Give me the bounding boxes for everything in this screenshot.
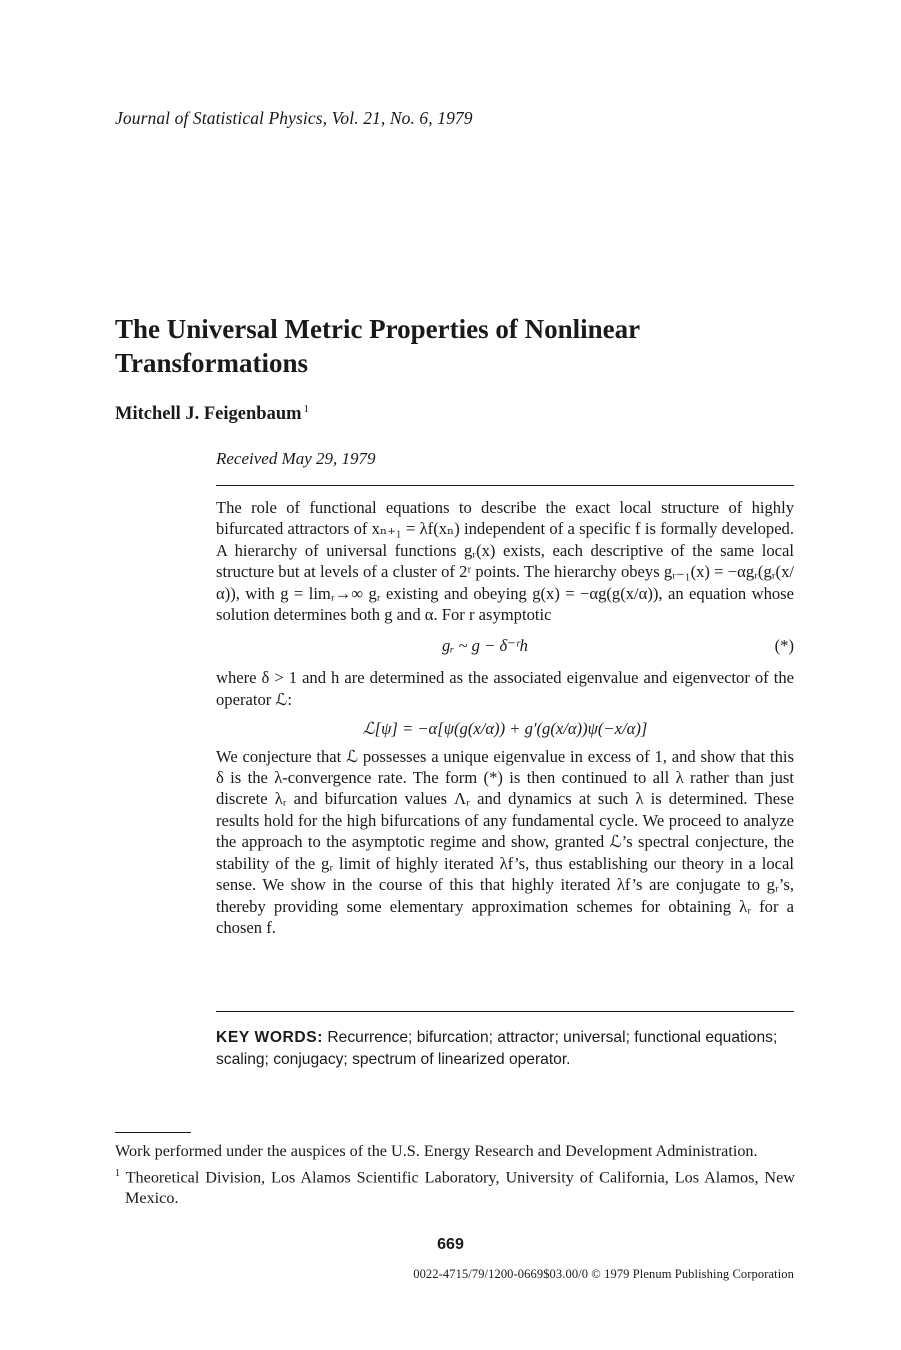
abstract-paragraph-3: We conjecture that ℒ possesses a unique eigenvalue in excess of 1, and show that this δ is the λ-convergence rate. The form (*) is then continued to all λ rather than just discrete λᵣ and bifurcation values Λᵣ and dynamics at such λ is determined. These results hold for the high bifurcations of any fundamental cycle. We proceed to analyze the approach to the asymptotic regime and show, granted ℒ’s spectral conjecture, the stability of the gᵣ limit of highly iterated λf’s, thus establishing our theory in a local sense. We show in the course of this that highly iterated λf’s are conjugate to gᵣ’s, thereby providing some elementary approximation schemes for obtaining λᵣ for a chosen f.	[216, 746, 794, 937]
footnotes	[115, 1141, 795, 1210]
abstract-paragraph-2: where δ > 1 and h are determined as the associated eigenvalue and eigenvector of the operator ℒ:	[216, 668, 794, 709]
footnote-rule	[115, 1132, 191, 1133]
author-footnote-mark: 1	[303, 403, 310, 415]
footnote-affiliation-text: Theoretical Division, Los Alamos Scientific Laboratory, University of California, Los Alamos, New Mexico.	[125, 1168, 795, 1208]
footnote-funding: Work performed under the auspices of the U.S. Energy Research and Development Administration.	[115, 1142, 758, 1160]
keywords-label: KEY WORDS:	[216, 1029, 324, 1046]
equation-star-tag: (*)	[774, 636, 794, 656]
equation-operator: ℒ[ψ] = −α[ψ(g(x/α)) + g′(g(x/α))ψ(−x/α)]	[362, 719, 648, 739]
abstract	[216, 497, 794, 938]
footnote-affiliation	[115, 1163, 795, 1209]
received-date: Received May 29, 1979	[216, 449, 376, 468]
paper-title: The Universal Metric Properties of Nonlinear Transformations	[115, 314, 640, 378]
author-line	[115, 403, 309, 425]
page-number: 669	[437, 1236, 464, 1253]
keywords	[216, 1027, 796, 1071]
author-name: Mitchell J. Feigenbaum	[115, 404, 302, 425]
abstract-top-rule	[216, 485, 794, 486]
footnote-affiliation-mark: 1	[115, 1168, 120, 1179]
keywords-text: Recurrence; bifurcation; attractor; universal; functional equations; scaling; conjugacy; spectrum of linearized operator.	[216, 1029, 778, 1068]
equation-star-expression: gᵣ ~ g − δ⁻ʳh	[442, 636, 528, 656]
equation-star	[216, 631, 794, 667]
journal-citation: Journal of Statistical Physics, Vol. 21, No. 6, 1979	[115, 108, 473, 128]
abstract-paragraph-1: The role of functional equations to describe the exact local structure of highly bifurcated attractors of xₙ₊₁ = λf(xₙ) independent of a specific f is formally developed. A hierarchy of universal functions gᵣ(x) exists, each descriptive of the same local structure but at levels of a cluster of 2ʳ points. The hierarchy obeys gᵣ₋₁(x) = −αgᵣ(gᵣ(x/α)), with g = limᵣ→∞ gᵣ existing and obeying g(x) = −αg(g(x/α)), an equation whose solution determines both g and α. For r asymptotic	[216, 498, 794, 625]
abstract-bottom-rule	[216, 1011, 794, 1012]
copyright-line: 0022-4715/79/1200-0669$03.00/0 © 1979 Plenum Publishing Corporation	[413, 1267, 794, 1281]
